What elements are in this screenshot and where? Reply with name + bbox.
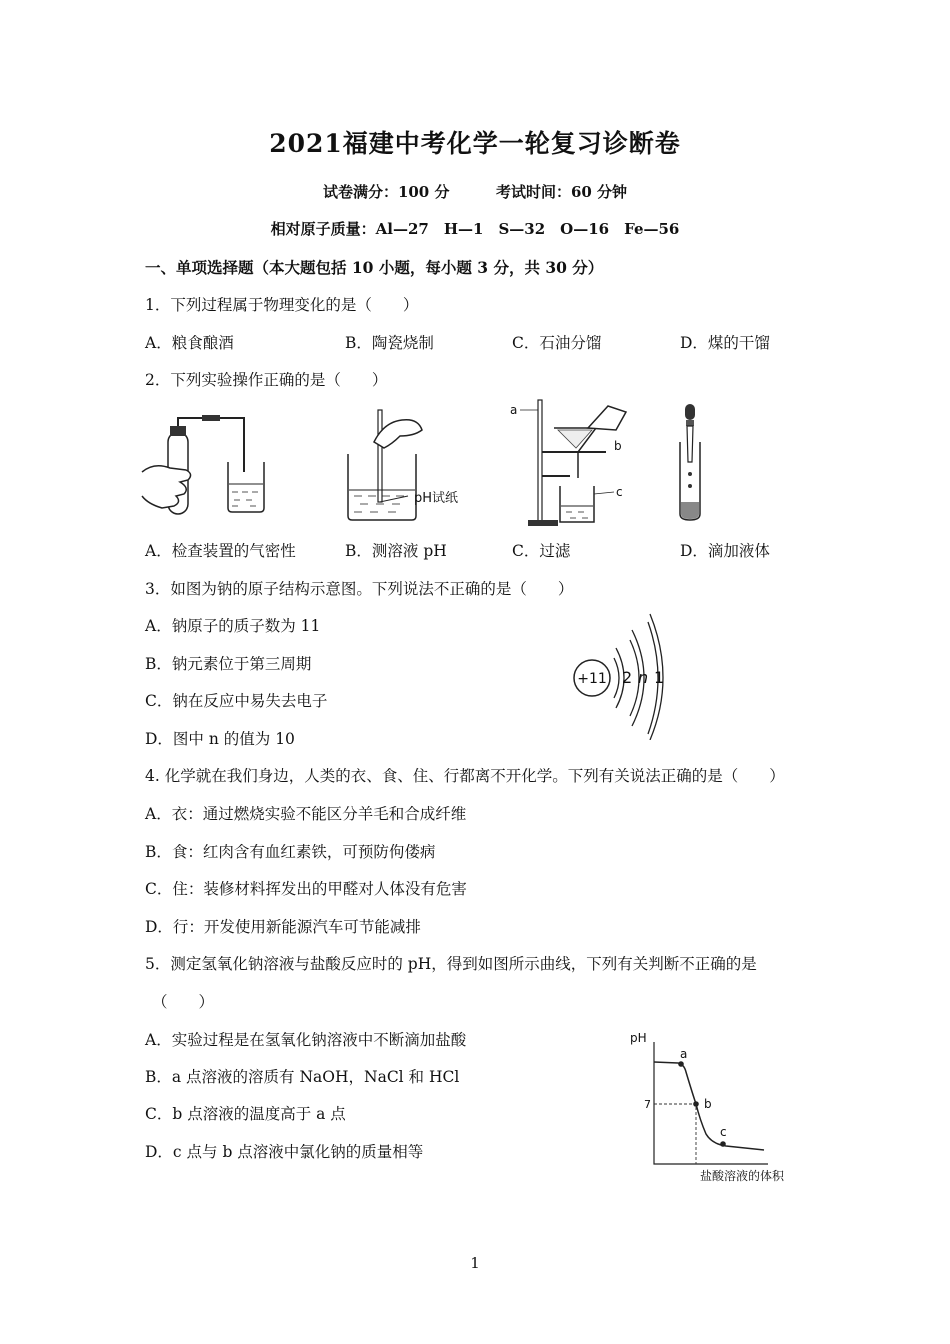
q2-option-b: B．测溶液 pH <box>345 542 447 560</box>
q1-option-a: A．粮食酿酒 <box>145 334 234 352</box>
section-heading: 一、单项选择题（本大题包括 10 小题，每小题 3 分，共 30 分） <box>145 258 604 277</box>
atomic-mass: 相对原子质量：Al—27 H—1 S—32 O—16 Fe—56 <box>270 220 680 238</box>
chart-ylabel: pH <box>630 1031 647 1045</box>
q5-option-a: A．实验过程是在氢氧化钠溶液中不断滴加盐酸 <box>145 1031 467 1049</box>
label-c: c <box>616 485 623 499</box>
q4-stem: 4. 化学就在我们身边，人类的衣、食、住、行都离不开化学。下列有关说法正确的是（ ） <box>145 767 785 785</box>
q1-option-d: D．煤的干馏 <box>680 334 770 352</box>
q4-option-b: B．食：红肉含有血红素铁，可预防佝偻病 <box>145 843 436 861</box>
label-a: a <box>510 403 518 417</box>
q4-option-d: D．行：开发使用新能源汽车可节能减排 <box>145 918 421 936</box>
q1-stem: 1．下列过程属于物理变化的是（ ） <box>145 296 419 314</box>
point-a-label: a <box>680 1047 688 1061</box>
q2-option-a: A．检查装置的气密性 <box>145 542 296 560</box>
point-b-label: b <box>704 1097 712 1111</box>
point-c-marker <box>720 1141 726 1147</box>
page-number: 1 <box>470 1254 480 1272</box>
q5-option-b: B．a 点溶液的溶质有 NaOH，NaCl 和 HCl <box>145 1068 460 1086</box>
figure-airtightness <box>140 412 270 524</box>
chart-y-tick-7: 7 <box>644 1098 651 1111</box>
ph-curve-chart <box>626 1022 806 1186</box>
q3-option-c: C．钠在反应中易失去电子 <box>145 692 328 710</box>
point-b-marker <box>693 1101 699 1107</box>
q5-stem: 5．测定氢氧化钠溶液与盐酸反应时的 pH，得到如图所示曲线，下列有关判断不正确的是 <box>145 955 757 973</box>
q5-option-d: D．c 点与 b 点溶液中氯化钠的质量相等 <box>145 1143 424 1161</box>
label-b: b <box>614 439 622 453</box>
exam-meta <box>0 181 950 202</box>
ph-paper-label: pH试纸 <box>414 491 459 506</box>
figure-ph-test <box>340 404 470 526</box>
q3-option-a: A．钠原子的质子数为 11 <box>145 617 321 635</box>
q2-option-c: C．过滤 <box>512 542 571 560</box>
q4-option-a: A．衣：通过燃烧实验不能区分羊毛和合成纤维 <box>145 805 467 823</box>
figure-filtration <box>508 398 643 530</box>
full-score: 试卷满分：100 分 <box>322 183 450 201</box>
q2-option-d: D．滴加液体 <box>680 542 770 560</box>
q1-option-b: B．陶瓷烧制 <box>345 334 434 352</box>
q2-stem: 2．下列实验操作正确的是（ ） <box>145 371 388 389</box>
q5-option-c: C．b 点溶液的温度高于 a 点 <box>145 1105 346 1123</box>
page-title: 2021福建中考化学一轮复习诊断卷 <box>269 129 681 158</box>
q3-option-d: D．图中 n 的值为 10 <box>145 730 295 748</box>
q4-option-c: C．住：装修材料挥发出的甲醛对人体没有危害 <box>145 880 467 898</box>
exam-time: 考试时间：60 分钟 <box>495 183 628 201</box>
q1-option-c: C．石油分馏 <box>512 334 602 352</box>
q3-stem: 3．如图为钠的原子结构示意图。下列说法不正确的是（ ） <box>145 580 574 598</box>
figure-dropper <box>672 402 712 524</box>
nucleus-label: +11 <box>577 671 607 687</box>
shell3-label: 1 <box>654 668 665 687</box>
sodium-atom-diagram <box>568 610 678 740</box>
q5-stem-bracket: （ ） <box>152 993 215 1011</box>
shell1-label: 2 <box>622 668 633 687</box>
point-c-label: c <box>720 1125 727 1139</box>
shell2-label: n <box>638 668 649 687</box>
point-a-marker <box>678 1061 684 1067</box>
chart-xlabel: 盐酸溶液的体积 <box>700 1169 785 1183</box>
q3-option-b: B．钠元素位于第三周期 <box>145 655 312 673</box>
